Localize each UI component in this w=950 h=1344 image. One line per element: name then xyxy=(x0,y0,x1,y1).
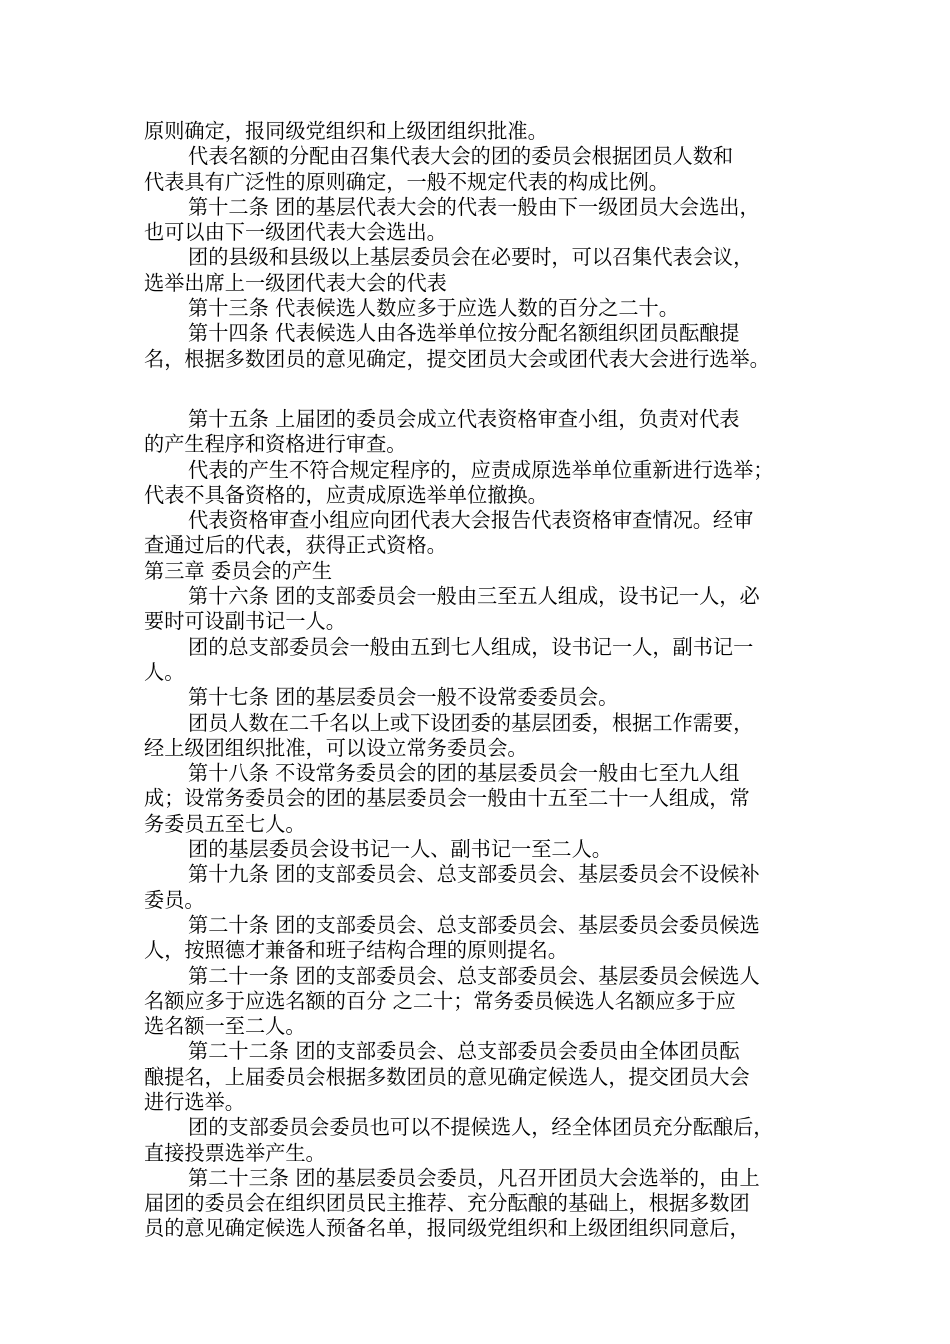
paragraph-start-line: 第十五条 上届团的委员会成立代表资格审查小组，负责对代表 xyxy=(188,406,740,431)
document-body xyxy=(144,119,834,1242)
paragraph-start-line: 第二十条 团的支部委员会、总支部委员会、基层委员会委员候选 xyxy=(188,912,760,937)
paragraph-start-line: 代表资格审查小组应向团代表大会报告代表资格审查情况。经审 xyxy=(188,508,754,533)
paragraph-start-line: 第十九条 团的支部委员会、总支部委员会、基层委员会不设候补 xyxy=(188,862,760,887)
paragraph-start-line: 第二十一条 团的支部委员会、总支部委员会、基层委员会候选人 xyxy=(188,963,760,988)
text-line: 代表不具备资格的，应责成原选举单位撤换。 xyxy=(144,482,548,507)
text-line: 代表具有广泛性的原则确定，一般不规定代表的构成比例。 xyxy=(144,169,669,194)
text-line: 选名额一至二人。 xyxy=(144,1014,306,1039)
text-line: 直接投票选举产生。 xyxy=(144,1140,326,1165)
paragraph-start-line: 第十四条 代表候选人由各选举单位按分配名额组织团员酝酿提 xyxy=(188,321,740,346)
text-line: 酿提名，上届委员会根据多数团员的意见确定候选人，提交团员大会 xyxy=(144,1064,750,1089)
text-line: 成；设常务委员会的团的基层委员会一般由十五至二十一人组成，常 xyxy=(144,786,750,811)
text-line: 届团的委员会在组织团员民主推荐、充分酝酿的基础上，根据多数团 xyxy=(144,1191,750,1216)
text-line: 员的意见确定候选人预备名单，报同级党组织和上级团组织同意后， xyxy=(144,1216,750,1241)
paragraph-start-line: 第二十三条 团的基层委员会委员，凡召开团员大会选举的，由上 xyxy=(188,1165,760,1190)
paragraph-start-line: 第十七条 团的基层委员会一般不设常委委员会。 xyxy=(188,685,619,710)
text-line: 人。 xyxy=(144,659,185,684)
paragraph-start-line: 团员人数在二千名以上或下设团委的基层团委，根据工作需要， xyxy=(188,710,754,735)
text-line: 进行选举。 xyxy=(144,1089,245,1114)
text-line: 务委员五至七人。 xyxy=(144,811,306,836)
paragraph-start-line: 第十二条 团的基层代表大会的代表一般由下一级团员大会选出， xyxy=(188,194,760,219)
text-line: 选举出席上一级团代表大会的代表 xyxy=(144,270,447,295)
paragraph-start-line: 代表名额的分配由召集代表大会的团的委员会根据团员人数和 xyxy=(188,144,734,169)
text-line: 人，按照德才兼备和班子结构合理的原则提名。 xyxy=(144,938,568,963)
text-line: 查通过后的代表，获得正式资格。 xyxy=(144,533,447,558)
paragraph-start-line: 第十八条 不设常务委员会的团的基层委员会一般由七至九人组 xyxy=(188,761,740,786)
text-line: 也可以由下一级团代表大会选出。 xyxy=(144,220,447,245)
paragraph-start-line: 第十三条 代表候选人数应多于应选人数的百分之二十。 xyxy=(188,296,679,321)
paragraph-start-line: 团的总支部委员会一般由五到七人组成，设书记一人，副书记一 xyxy=(188,634,754,659)
paragraph-start-line: 代表的产生不符合规定程序的，应责成原选举单位重新进行选举； xyxy=(188,457,774,482)
text-line: 委员。 xyxy=(144,887,205,912)
paragraph-start-line: 第二十二条 团的支部委员会、总支部委员会委员由全体团员酝 xyxy=(188,1039,740,1064)
text-line: 的产生程序和资格进行审查。 xyxy=(144,432,407,457)
paragraph-start-line: 团的支部委员会委员也可以不提候选人，经全体团员充分酝酿后， xyxy=(188,1115,774,1140)
paragraph-start-line: 团的县级和县级以上基层委员会在必要时，可以召集代表会议， xyxy=(188,245,754,270)
paragraph-start-line: 团的基层委员会设书记一人、副书记一至二人。 xyxy=(188,837,612,862)
text-line: 原则确定，报同级党组织和上级团组织批准。 xyxy=(144,119,548,143)
text-line: 第三章 委员会的产生 xyxy=(144,558,333,583)
text-line: 经上级团组织批准，可以设立常务委员会。 xyxy=(144,735,528,760)
text-line: 要时可设副书记一人。 xyxy=(144,609,346,634)
paragraph-start-line: 第十六条 团的支部委员会一般由三至五人组成，设书记一人，必 xyxy=(188,584,760,609)
blank-line xyxy=(144,372,834,407)
text-line: 名，根据多数团员的意见确定，提交团员大会或团代表大会进行选举。 xyxy=(144,346,770,371)
text-line: 名额应多于应选名额的百分 之二十；常务委员候选人名额应多于应 xyxy=(144,988,736,1013)
